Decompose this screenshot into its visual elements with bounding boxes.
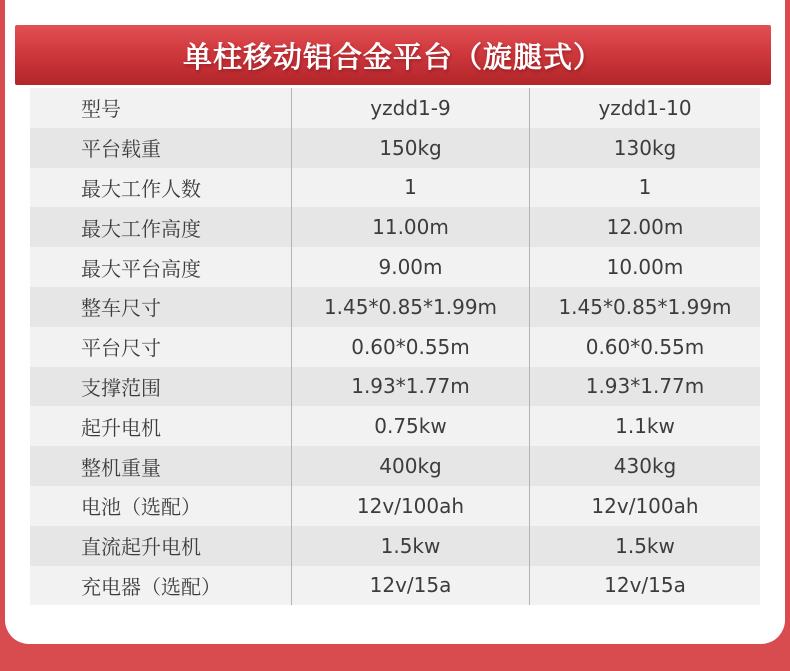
spec-label: 最大工作人数 [81, 176, 201, 201]
spec-value: 12.00m [529, 207, 760, 247]
spec-row-battery-optional [30, 486, 760, 526]
spec-value: 0.60*0.55m [529, 327, 760, 367]
spec-row-charger-optional [30, 566, 760, 606]
spec-label: 最大工作高度 [81, 216, 201, 241]
spec-label: 充电器（选配） [81, 574, 221, 599]
spec-label: 电池（选配） [81, 495, 201, 520]
spec-value: 9.00m [291, 247, 529, 287]
spec-value: 1.45*0.85*1.99m [291, 287, 529, 327]
spec-value: 400kg [291, 446, 529, 486]
spec-row-total-weight [30, 446, 760, 486]
spec-row-max-working-height [30, 207, 760, 247]
spec-value: 1 [529, 168, 760, 208]
spec-row-model [30, 88, 760, 128]
spec-value: 130kg [529, 128, 760, 168]
spec-row-lift-motor [30, 406, 760, 446]
product-title-banner [15, 25, 771, 85]
spec-value: 12v/15a [291, 566, 529, 606]
spec-value: 0.60*0.55m [291, 327, 529, 367]
spec-row-platform-size [30, 327, 760, 367]
spec-value: 1.5kw [291, 526, 529, 566]
spec-row-support-range [30, 367, 760, 407]
spec-value: 1.93*1.77m [291, 367, 529, 407]
spec-value: 11.00m [291, 207, 529, 247]
spec-value: 1.45*0.85*1.99m [529, 287, 760, 327]
spec-row-max-platform-height [30, 247, 760, 287]
spec-label: 最大平台高度 [81, 256, 201, 281]
spec-value: 1.1kw [529, 406, 760, 446]
spec-value: 12v/15a [529, 566, 760, 606]
spec-value: 1.93*1.77m [529, 367, 760, 407]
product-title: 单柱移动铝合金平台（旋腿式） [182, 39, 603, 74]
spec-value: 1 [291, 168, 529, 208]
spec-value: 0.75kw [291, 406, 529, 446]
spec-value-model-1: yzdd1-9 [291, 88, 529, 128]
spec-value: 150kg [291, 128, 529, 168]
spec-row-dc-lift-motor [30, 526, 760, 566]
spec-label: 支撑范围 [81, 375, 161, 400]
spec-label: 直流起升电机 [81, 535, 201, 560]
spec-value: 1.5kw [529, 526, 760, 566]
spec-value: 12v/100ah [529, 486, 760, 526]
spec-value: 10.00m [529, 247, 760, 287]
spec-row-vehicle-size [30, 287, 760, 327]
spec-label: 整机重量 [81, 455, 161, 480]
spec-value: 12v/100ah [291, 486, 529, 526]
product-spec-card [5, 0, 785, 644]
spec-value-model-2: yzdd1-10 [529, 88, 760, 128]
spec-label: 整车尺寸 [81, 296, 161, 321]
spec-row-max-workers [30, 168, 760, 208]
spec-table [30, 88, 760, 605]
spec-label: 型号 [81, 97, 121, 122]
spec-label: 平台载重 [81, 137, 161, 162]
spec-value: 430kg [529, 446, 760, 486]
spec-label: 平台尺寸 [81, 336, 161, 361]
spec-row-platform-load [30, 128, 760, 168]
spec-label: 起升电机 [81, 415, 161, 440]
